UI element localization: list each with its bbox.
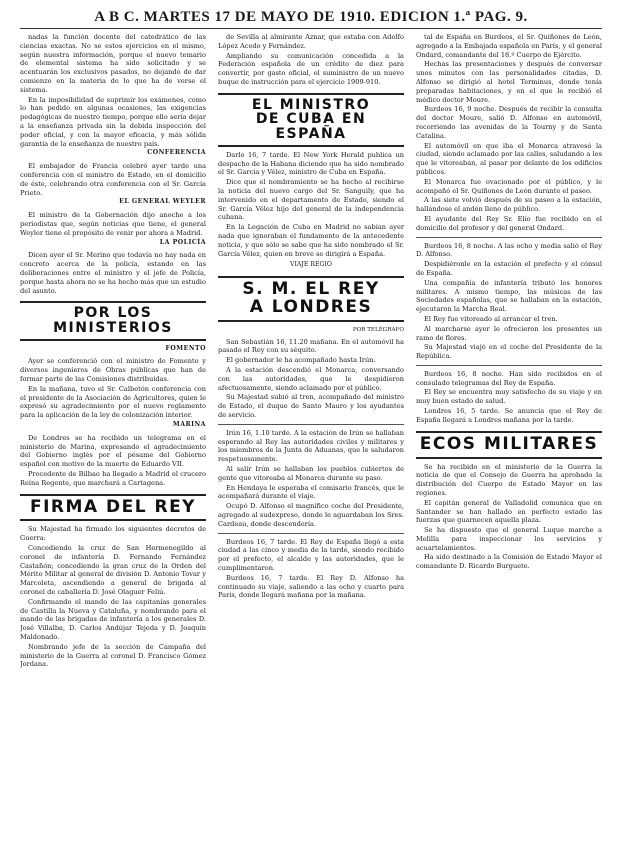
article-text xyxy=(20,357,206,420)
article-text xyxy=(218,151,404,259)
paragraph: Dicen ayer el Sr. Merino que todavía no hay nada en concreto acerca de la policía, estando en las deliberaciones entre el ministro y el jefe de Policía, porque hasta ahora no se ha hecho más que un estudio del asunto. xyxy=(20,251,206,295)
headline-line: S. M. EL REY xyxy=(242,279,380,300)
paragraph: El automóvil en que iba el Monarca atravesó la ciudad, siendo aclamado por las calles, saludando a los que le vitoreaban, al pasar por delante de los edificios públicos. xyxy=(416,141,602,176)
headline-ministro-cuba xyxy=(218,93,404,147)
paragraph: Irún 16, 1.10 tarde. A la estación de Irún se hallaban esperando al Rey las autoridades civiles y militares y los miembros de la Junta de Aduanas, que le saludaron respetuosamente. xyxy=(218,428,404,464)
article-text xyxy=(20,251,206,295)
paragraph: Hechas las presentaciones y después de conversar unos minutos con las personalidades citadas, D. Alfonso se dirigió al hotel Terminus, donde tenía preparadas habitaciones, y en el que le recibió el médico doctor Moure. xyxy=(416,60,602,104)
section-label: EL GENERAL WEYLER xyxy=(119,198,206,206)
paragraph: Su Majestad subió al tren, acompañado del ministro de Estado, el duque de Santo Mauro y los ayudantes de servicio. xyxy=(218,393,404,420)
headline-line: DE CUBA EN ESPAÑA xyxy=(255,111,367,143)
paragraph: En Hendaya le esperaba el comisario francés, que le acompañará durante el viaje. xyxy=(218,483,404,501)
paragraph: A las siete volvió después de su paseo a la estación, hallándose el andén lleno de público. xyxy=(416,196,602,214)
paragraph: Se ha dispuesto que el general Luque marche a Melilla para inspeccionar los servicios y acuartelamientos. xyxy=(416,526,602,552)
paragraph: Su Majestad ha firmado los siguientes decretos de Guerra: xyxy=(20,525,206,543)
paragraph: Se ha recibido en el ministerio de la Guerra la noticia de que el Consejo de Guerra ha aprobado la distribución del Cuerpo de Estado Mayor en las regiones. xyxy=(416,462,602,497)
paragraph: Londres 16, 5 tarde. Se anuncia que el Rey de España llegará a Londres mañana por la tarde. xyxy=(416,407,602,424)
column-3 xyxy=(416,33,602,841)
paragraph: Una compañía de infantería tributó los honores militares. A mismo tiempo, las músicas de las Sociedades españolas, que se hallaban en la estación, ejecutaron la Marcha Real. xyxy=(416,278,602,314)
article-text xyxy=(416,407,602,425)
headline-line: A LONDRES xyxy=(249,297,373,318)
paragraph: nadas la función docente del catedrático de las ciencias exactas. No se estos ejercicios en el mismo, según nuestra información, porque el nuevo temario de elemental sistema ha sido solicitado y se acentuarán los exclusivos pasados, no dejando de dar comienzo en la materia de lo que ha de verse el sistema. xyxy=(20,33,206,94)
paragraph: Ha sido destinado a la Comisión de Estado Mayor el comandante D. Ricardo Burguete. xyxy=(416,553,602,571)
columns xyxy=(20,33,602,841)
headline-line: EL MINISTRO xyxy=(251,96,371,113)
paragraph: Al salir Irún se hallaban los pueblos cubiertos de gente que vitoreaba al Monarca durante su paso. xyxy=(218,465,404,482)
paragraph: de Sevilla al almirante Aznar, que estaba con Adolfo López Acedo y Fernández. xyxy=(218,33,404,50)
headline-rey-londres xyxy=(218,276,404,322)
paragraph: Dice que el nombramiento se ha hecho al recibirse la noticia del nuevo cargo del Sr. Sanguily, que ha intervenido en el departamento de Estado, siendo el Sr. García Vélez hijo del general de la independencia cubana. xyxy=(218,178,404,222)
headline-firma-del-rey: FIRMA DEL REY xyxy=(20,494,206,522)
article-text xyxy=(218,338,404,420)
column-2 xyxy=(218,33,404,841)
article-text xyxy=(218,429,404,529)
byline: POR TELÉGRAFO xyxy=(352,326,404,333)
headline-ministerios: POR LOS MINISTERIOS xyxy=(20,301,206,340)
paragraph: Ocupó D. Alfonso el magnífico coche del Presidente, agregado al sudexpreso, donde le aguardaban los Sres. Cardeau, donde descendería. xyxy=(218,502,404,528)
article-text xyxy=(416,242,602,361)
column-1 xyxy=(20,33,206,841)
paragraph: El ayudante del Rey Sr. Elío fue recibido en el domicilio del profesor y del general Ondard. xyxy=(416,214,602,232)
paragraph: Ayer se conferenció con el ministro de Fomento y diversos ingenieros de Obras públicas que han de formar parte de las Comisiones distribuidas. xyxy=(20,357,206,384)
paragraph: San Sebastián 16, 11.20 mañana. En el automóvil ha pasado el Rey con su séquito. xyxy=(218,337,404,355)
paragraph: Al marcharse ayer le ofrecieron los presentes un ramo de flores. xyxy=(416,324,602,342)
paragraph: A la estación descendió el Monarca, conversando con las autoridades, que le despidieron afectuosamente, siendo aclamado por el público. xyxy=(218,366,404,392)
paragraph: Burdeos 16, 8 noche. Han sido recibidos en el consulado telegramas del Rey de España. xyxy=(416,369,602,387)
divider xyxy=(218,533,404,534)
article-text xyxy=(20,525,206,669)
divider xyxy=(416,237,602,238)
paragraph: Despidiéronle en la estación el prefecto y el cónsul de España. xyxy=(416,260,602,277)
paragraph: Burdeos 16, 8 noche. A las ocho y media salió el Rey D. Alfonso. xyxy=(416,241,602,259)
masthead: A B C. MARTES 17 DE MAYO DE 1910. EDICION 1.ª PAG. 9. xyxy=(20,6,602,29)
paragraph: El Rey se encuentra muy satisfecho de su viaje y en muy buen estado de salud. xyxy=(416,388,602,406)
paragraph: Procedente de Bilbao ha llegado a Madrid el crucero Reina Regente, que marchará a Cartagena. xyxy=(20,470,206,487)
paragraph: tal de España en Burdeos, el Sr. Quiñones de León, agregado a la Embajada española en París, y el general Ondard, comandante del 18.º Cuerpo de Ejército. xyxy=(416,33,602,59)
paragraph: Su Majestad viajó en el coche del Presidente de la República. xyxy=(416,343,602,361)
paragraph: En la mañana, tuvo el Sr. Calbetón conferencia con el presidente de la Asociación de Agricultores, quien le expresó su agradecimiento por el nuevo reglamento para la aplicación de la ley de colonización interior. xyxy=(20,384,206,420)
section-label: FOMENTO xyxy=(165,344,206,352)
article-text xyxy=(20,162,206,197)
article-text xyxy=(20,211,206,237)
paragraph: Ampliando su comunicación concedida a la Federación española de un crédito de diez para convertir, por gasto oficial, el suministro de un nuevo buque de instrucción para el ejercicio 1909-910. xyxy=(218,51,404,86)
article-text xyxy=(416,33,602,233)
headline-ecos-militares: ECOS MILITARES xyxy=(416,431,602,459)
paragraph: Concediendo la cruz de San Hermenegildo al coronel de infantería D. Fernando Fernández Castañón; concediendo la gran cruz de la Orden del Mérito Militar al general de división D. Antonio Tovar y Marcoleta, ascendiendo a general de brigada al coronel de caballería D. José Olaguer Feliú. xyxy=(20,544,206,597)
paragraph: El Rey fue vitoreado al arrancar el tren. xyxy=(424,314,558,323)
paragraph: Darlo 16, 7 tarde. El New York Herald publica un despacho de la Habana diciendo que ha sido nombrado el Sr. García y Vélez, ministro de Cuba en España. xyxy=(218,150,404,177)
section-label: CONFERENCIA xyxy=(147,149,206,157)
paragraph: El embajador de Francia celebró ayer tarde una conferencia con el ministro de Estado, en el domicilio de éste, celebrando otra conferencia con el Sr. García Prieto. xyxy=(20,162,206,197)
paragraph: De Londres se ha recibido un telegrama en el ministerio de Marina, expresando el agradecimiento del Gobierno inglés por el pésame del Gobierno español con motivo de la muerte de Eduardo VII. xyxy=(20,433,206,469)
section-label: MARINA xyxy=(172,421,206,429)
article-text xyxy=(416,463,602,572)
paragraph: Burdeos 16, 7 tarde. El Rey D. Alfonso ha continuado su viaje, saliendo a las ocho y cuarto para París, donde llegará mañana por la mañana. xyxy=(218,573,404,600)
paragraph: El ministro de la Gobernación dijo anoche a los periodistas que, según noticias que tiene, el general Weyler tiene el propósito de venir por ahora a Madrid. xyxy=(20,211,206,237)
section-label: VIAJE REGIO xyxy=(290,261,332,269)
divider xyxy=(416,365,602,366)
paragraph: En la Legación de Cuba en Madrid no sabían ayer nada que ignoraban el fundamento de la antecedente noticia, y que sólo se sabe que ha sido nombrado el Sr. García Vélez, quien en breve se dirigirá a España. xyxy=(218,223,404,258)
article-text xyxy=(416,370,602,406)
article-text xyxy=(20,33,206,148)
article-text xyxy=(218,538,404,601)
paragraph: El Monarca fue ovacionado por el público, y le acompañó el Sr. Quiñones de León durante el paseo. xyxy=(416,177,602,195)
section-label: LA POLICÍA xyxy=(159,238,206,246)
paragraph: Burdeos 16, 9 noche. Después de recibir la consulta del doctor Moure, salió D. Alfonso en automóvil, recorriendo las avenidas de la Tourny y de Santa Catalina. xyxy=(416,105,602,140)
paragraph: Nombrando jefe de la sección de Campaña del ministerio de la Guerra al coronel D. Francisco Gómez Jordana. xyxy=(20,642,206,669)
paragraph: El gobernador le ha acompañado hasta Irún. xyxy=(226,356,376,365)
paragraph: Confirmando el mando de las capitanías generales de Castilla la Nueva y Cataluña, y nombrando para el mando de las brigadas de infantería a los generales D. José Villalba, D. Carlos Andújar Tejeda y D. Joaquín Maldonado. xyxy=(20,597,206,642)
paragraph: Burdeos 16, 7 tarde. El Rey de España llegó a esta ciudad a las cinco y media de la tarde, siendo recibido por el prefecto, el alcalde y las autoridades, que le cumplimentaron. xyxy=(218,537,404,573)
paragraph: En la imposibilidad de suprimir los exámenes, como lo han pedido en algunas ocasiones, las exigencias pedagógicas de nuestro tiempo, porque ello sería dejar a la enseñanza privada sin la debida inspección del poder oficial, y con la mayor eficacia, y más sólida garantía de la enseñanza de nuestro país. xyxy=(20,95,206,148)
divider xyxy=(218,424,404,425)
article-text xyxy=(20,434,206,488)
paragraph: El capitán general de Valladolid comunica que en Santander se han hallado en perfecto estado las fuerzas que guarnecen aquella plaza. xyxy=(416,498,602,525)
article-text xyxy=(218,33,404,87)
